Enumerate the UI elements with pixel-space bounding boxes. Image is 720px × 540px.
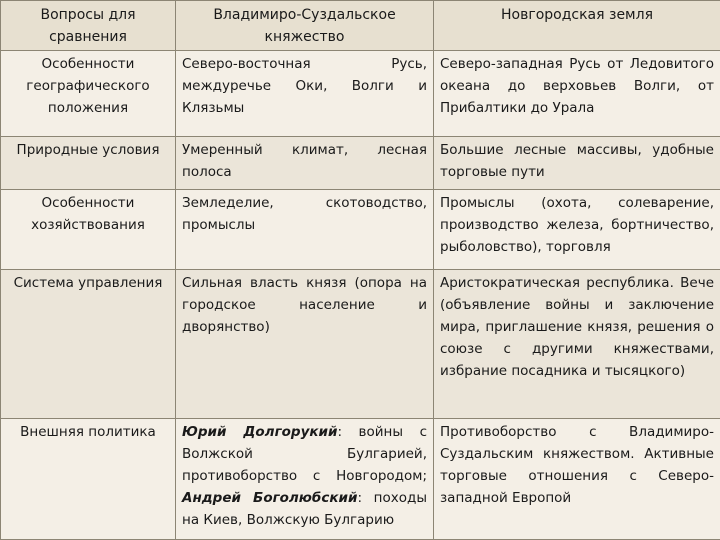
row-question-geography: Особенности географического положения (1, 51, 176, 137)
cell-novgorod-economy: Промыслы (охота, солеварение, производство железа, бортничество, рыболовство), торговля (434, 190, 720, 269)
ruler-text-yuri: : войны с Волжской Булгарией, противоборство с Новгородом; (182, 423, 428, 484)
cell-vladimir-geography: Северо-восточная Русь, междуречье Оки, Волги и Клязьмы (176, 51, 434, 137)
cell-vladimir-government: Сильная власть князя (опора на городское население и дворянство) (176, 269, 434, 418)
row-question-nature: Природные условия (1, 136, 176, 190)
row-question-foreign: Внешняя политика (1, 418, 176, 539)
header-novgorod: Новгородская земля (434, 1, 720, 51)
table-body (1, 51, 720, 540)
ruler-name-yuri: Юрий Долгорукий (182, 423, 338, 440)
ruler-name-andrey: Андрей Боголюбский (182, 489, 358, 506)
table-row (1, 136, 720, 190)
cell-novgorod-nature: Большие лесные массивы, удобные торговые пути (434, 136, 720, 190)
ruler-text-andrey: : походы на Киев, Волжскую Булгарию (182, 489, 427, 528)
header-questions: Вопросы для сравнения (1, 1, 176, 51)
table-row (1, 418, 720, 539)
cell-novgorod-government: Аристократическая республика. Вече (объявление войны и заключение мира, приглашение князя, решения о союзе с другими княжествами, избрание посадника и тысяцкого) (434, 269, 720, 418)
cell-novgorod-geography: Северо-западная Русь от Ледовитого океана до верховьев Волги, от Прибалтики до Урала (434, 51, 720, 137)
cell-novgorod-foreign: Противоборство с Владимиро-Суздальским княжеством. Активные торговые отношения с Северо-западной Европой (434, 418, 720, 539)
cell-vladimir-nature: Умеренный климат, лесная полоса (176, 136, 434, 190)
table-row (1, 51, 720, 137)
header-vladimir-suzdal: Владимиро-Суздальское княжество (176, 1, 434, 51)
row-question-economy: Особенности хозяйствования (1, 190, 176, 269)
cell-vladimir-foreign (176, 418, 434, 539)
table-header (1, 1, 720, 51)
table-row (1, 269, 720, 418)
header-row (1, 1, 720, 51)
table-row (1, 190, 720, 269)
cell-vladimir-economy: Земледелие, скотоводство, промыслы (176, 190, 434, 269)
row-question-government: Система управления (1, 269, 176, 418)
